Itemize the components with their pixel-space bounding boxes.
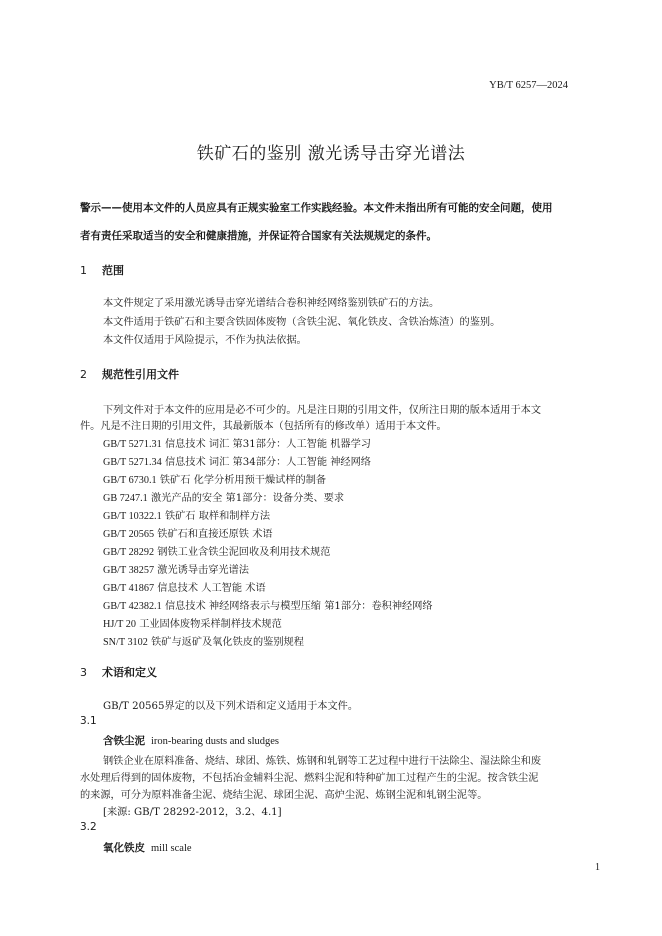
reference-title: 激光诱导击穿光谱法 (157, 565, 249, 576)
term-number: 3.1 (80, 715, 97, 727)
reference-item (103, 615, 282, 630)
term-number: 3.2 (80, 821, 97, 833)
terms-intro: GB/T 20565界定的以及下列术语和定义适用于本文件。 (103, 701, 359, 712)
reference-item (103, 561, 249, 576)
term-heading (103, 733, 279, 748)
reference-title: 工业固体废物采样制样技术规范 (139, 619, 282, 630)
reference-code: GB/T 20565 (103, 529, 155, 540)
section-2-heading (80, 366, 179, 382)
reference-item (103, 525, 273, 540)
term-definition-line: 钢铁企业在原料准备、烧结、球团、炼铁、炼钢和轧钢等工艺过程中进行干法除尘、湿法除尘和废 (103, 756, 542, 767)
section-title: 术语和定义 (102, 666, 157, 679)
term-name-en: mill scale (151, 843, 192, 854)
reference-code: GB/T 42382.1 (103, 601, 162, 612)
term-definition-line: 的来源，可分为原料准备尘泥、烧结尘泥、球团尘泥、高炉尘泥、炼钢尘泥和轧钢尘泥等。 (80, 790, 488, 801)
reference-title: 激光产品的安全 第1部分：设备分类、要求 (150, 493, 345, 504)
scope-paragraph: 本文件仅适用于风险提示，不作为执法依据。 (103, 335, 307, 346)
section-number: 1 (80, 264, 87, 277)
term-definition-line: 水处理后得到的固体废物，不包括冶金辅料尘泥、燃料尘泥和特种矿加工过程产生的尘泥。按含铁尘泥 (80, 773, 539, 784)
section-3-heading (80, 664, 157, 680)
term-heading (103, 840, 192, 855)
reference-item (103, 507, 270, 522)
reference-code: GB/T 10322.1 (103, 511, 162, 522)
reference-title: 铁矿与返矿及氧化铁皮的鉴别规程 (151, 637, 304, 648)
reference-title: 信息技术 词汇 第31部分：人工智能 机器学习 (164, 439, 371, 450)
reference-title: 钢铁工业含铁尘泥回收及利用技术规范 (157, 547, 331, 558)
reference-item (103, 543, 330, 558)
document-id: YB/T 6257—2024 (489, 80, 568, 91)
reference-code: GB/T 38257 (103, 565, 155, 576)
term-name-zh: 含铁尘泥 (103, 735, 145, 747)
reference-item (103, 453, 371, 468)
reference-code: SN/T 3102 (103, 637, 148, 648)
reference-code: GB/T 41867 (103, 583, 155, 594)
reference-title: 铁矿石 取样和制样方法 (164, 511, 271, 522)
reference-title: 铁矿石 化学分析用预干燥试样的制备 (159, 475, 327, 486)
reference-code: HJ/T 20 (103, 619, 136, 630)
references-intro-line-1: 下列文件对于本文件的应用是必不可少的。凡是注日期的引用文件，仅所注日期的版本适用于本文 (103, 405, 542, 416)
scope-paragraph: 本文件适用于铁矿石和主要含铁固体废物（含铁尘泥、氧化铁皮、含铁冶炼渣）的鉴别。 (103, 317, 501, 328)
reference-item (103, 597, 433, 612)
section-number: 2 (80, 368, 87, 381)
warning-line-1: 警示——使用本文件的人员应具有正规实验室工作实践经验。本文件未指出所有可能的安全问题，使用 (80, 202, 553, 214)
term-source: [来源: GB/T 28292-2012，3.2、4.1] (103, 807, 282, 818)
warning-line-2: 者有责任采取适当的安全和健康措施，并保证符合国家有关法规规定的条件。 (80, 230, 437, 242)
section-title: 规范性引用文件 (102, 368, 179, 381)
reference-code: GB/T 5271.31 (103, 439, 162, 450)
reference-code: GB/T 6730.1 (103, 475, 157, 486)
reference-code: GB/T 5271.34 (103, 457, 162, 468)
reference-code: GB/T 28292 (103, 547, 155, 558)
scope-paragraph: 本文件规定了采用激光诱导击穿光谱结合卷积神经网络鉴别铁矿石的方法。 (103, 298, 440, 309)
reference-title: 信息技术 词汇 第34部分：人工智能 神经网络 (164, 457, 371, 468)
references-intro-line-2: 件。凡是不注日期的引用文件，其最新版本（包括所有的修改单）适用于本文件。 (80, 421, 447, 432)
reference-code: GB 7247.1 (103, 493, 148, 504)
reference-item (103, 633, 304, 648)
reference-item (103, 471, 326, 486)
term-name-en: iron-bearing dusts and sludges (151, 736, 280, 747)
reference-item (103, 489, 344, 504)
reference-title: 信息技术 神经网络表示与模型压缩 第1部分：卷积神经网络 (164, 601, 433, 612)
document-title: 铁矿石的鉴别 激光诱导击穿光谱法 (196, 144, 466, 164)
reference-item (103, 435, 371, 450)
term-name-zh: 氧化铁皮 (103, 842, 145, 854)
reference-title: 铁矿石和直接还原铁 术语 (157, 529, 273, 540)
reference-item (103, 579, 266, 594)
page-number: 1 (595, 862, 600, 873)
section-number: 3 (80, 666, 87, 679)
section-1-heading (80, 262, 124, 278)
section-title: 范围 (102, 264, 124, 277)
reference-title: 信息技术 人工智能 术语 (157, 583, 266, 594)
